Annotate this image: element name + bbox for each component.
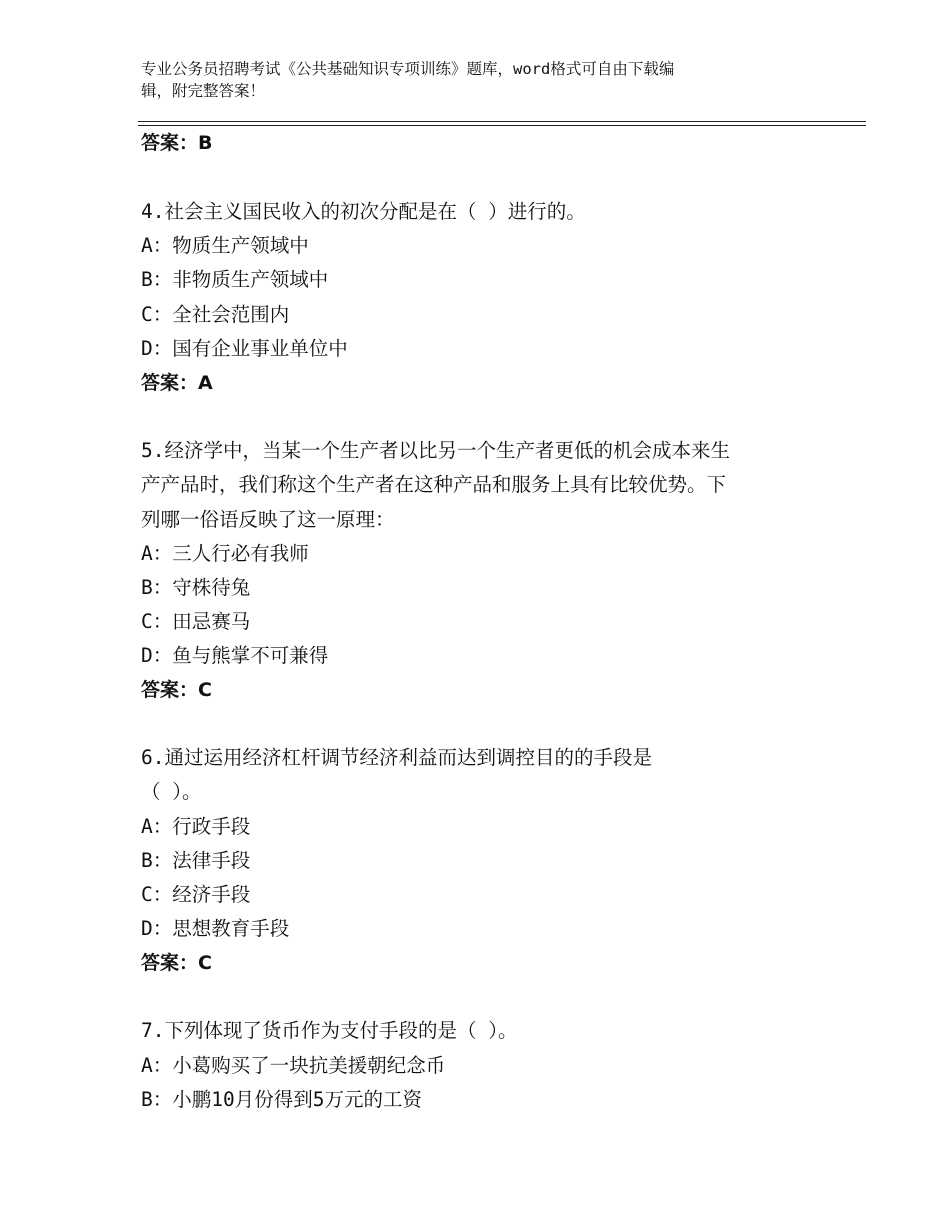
page-header [141, 58, 801, 102]
answer-q5: 答案：C [141, 679, 212, 701]
question-7-option-b: B：小鹏10月份得到5万元的工资 [141, 1088, 422, 1111]
question-5-option-d: D：鱼与熊掌不可兼得 [141, 644, 329, 667]
question-6-text-line-1: 6.通过运用经济杠杆调节经济利益而达到调控目的的手段是 [141, 746, 652, 769]
question-5-option-c: C：田忌赛马 [141, 610, 251, 633]
answer-q3: 答案：B [141, 132, 213, 154]
question-6-option-d: D：思想教育手段 [141, 917, 290, 940]
question-4-option-d: D：国有企业事业单位中 [141, 337, 348, 360]
question-6-text-line-2: （ ）。 [141, 780, 202, 803]
header-line-2: 辑，附完整答案！ [141, 82, 266, 100]
question-4-option-b: B：非物质生产领域中 [141, 268, 329, 291]
question-5-text-line-3: 列哪一俗语反映了这一原理： [141, 508, 395, 531]
answer-q4: 答案：A [141, 372, 213, 394]
question-4-option-c: C：全社会范围内 [141, 303, 290, 326]
question-5-option-a: A：三人行必有我师 [141, 542, 309, 565]
question-6-option-b: B：法律手段 [141, 849, 251, 872]
header-divider [138, 121, 866, 126]
answer-q6: 答案：C [141, 952, 212, 974]
question-5-text-line-1: 5.经济学中，当某一个生产者以比另一个生产者更低的机会成本来生 [141, 439, 730, 462]
question-5-option-b: B：守株待兔 [141, 576, 251, 599]
question-6-option-a: A：行政手段 [141, 815, 251, 838]
question-5-text-line-2: 产产品时，我们称这个生产者在这种产品和服务上具有比较优势。下 [141, 473, 727, 496]
question-7-option-a: A：小葛购买了一块抗美援朝纪念币 [141, 1054, 446, 1077]
question-4-option-a: A：物质生产领域中 [141, 234, 309, 257]
question-6-option-c: C：经济手段 [141, 883, 251, 906]
question-7-text: 7.下列体现了货币作为支付手段的是（ ）。 [141, 1019, 518, 1042]
header-line-1: 专业公务员招聘考试《公共基础知识专项训练》题库，word格式可自由下载编 [141, 60, 675, 78]
question-4-text: 4.社会主义国民收入的初次分配是在（ ）进行的。 [141, 200, 586, 223]
